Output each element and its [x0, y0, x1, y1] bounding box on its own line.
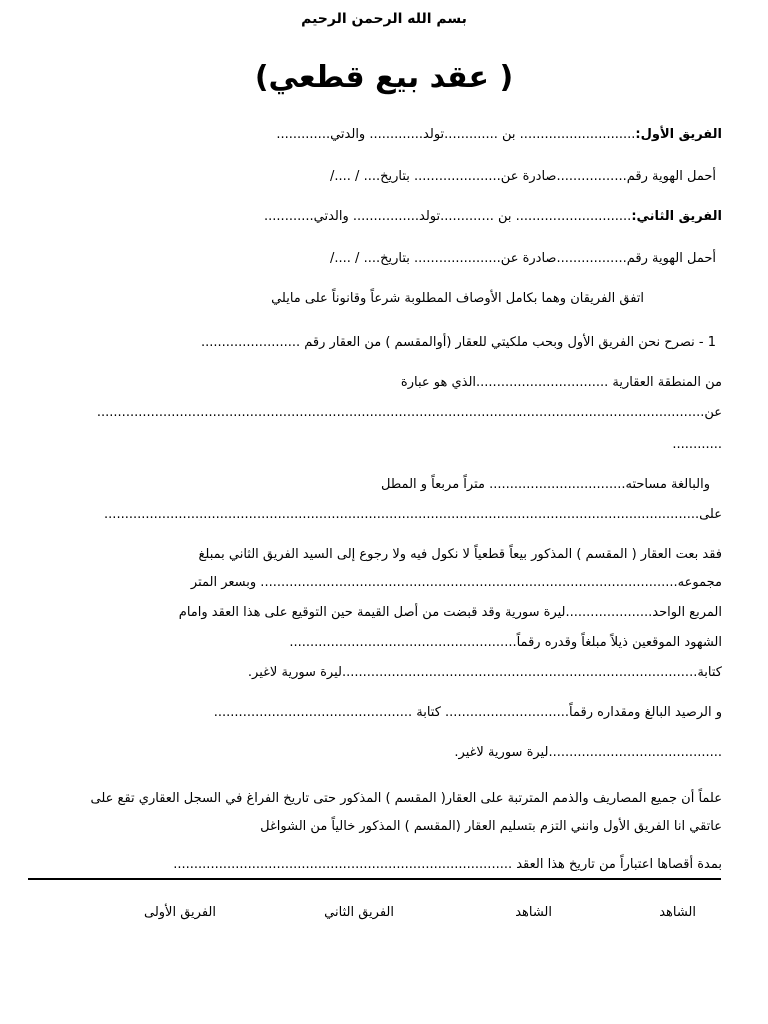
signature-divider: [28, 878, 721, 880]
delivery-period-line: بمدة أقصاها اعتباراً من تاريخ هذا العقد ..................................................................................: [173, 857, 722, 872]
price-per-meter-line: المربع الواحد.....................ليرة سورية وقد قبضت من أصل القيمة حين التوقيع على هذا العقد وامام: [178, 605, 722, 620]
total-amount-line: مجموعه..................................................................................................... وبسعر المتر: [190, 575, 722, 590]
balance-line: و الرصيد البالغ ومقداره رقماً.............................. كتابة ................................................: [213, 705, 722, 720]
party1-signature-label: الفريق الأولى: [143, 905, 216, 920]
sale-statement-line: فقد بعت العقار ( المقسم ) المذكور بيعاً قطعياً لا نكول فيه ولا رجوع إلى السيد الفريق الثاني بمبلغ: [198, 547, 722, 562]
balance-in-words-line: ..........................................ليرة سورية لاغير.: [454, 745, 722, 760]
basmala-heading: بسم الله الرحمن الرحيم: [301, 11, 467, 27]
party2-signature-label: الفريق الثاني: [324, 905, 394, 920]
area-line: والبالغة مساحته................................. متراً مربعاً و المطل: [381, 477, 710, 492]
clause1-line: 1 - نصرح نحن الفريق الأول وبحب ملكيتي للعقار (أوالمقسم ) من العقار رقم ........................: [200, 335, 716, 350]
witness-payment-line: الشهود الموقعين ذيلاً مبلغاً وقدره رقماً.......................................................: [289, 635, 722, 650]
agreement-line: اتفق الفريقان وهما بكامل الأوصاف المطلوبة شرعاً وقانوناً على مايلي: [271, 291, 644, 306]
party2-id-line: أحمل الهوية رقم.................صادرة عن..................... بتاريخ.... / ..../: [330, 251, 716, 266]
witness-1-signature-label: الشاهد: [659, 905, 696, 920]
party1-details: ............................ بن .............تولد............. والدتي.............: [276, 127, 636, 142]
party2-details: ............................ بن .............تولد................ والدتي............: [264, 209, 632, 224]
description-line: عن...................................................................................................................................................: [96, 405, 722, 420]
party2-line: [264, 208, 722, 226]
expenses-note-line-1: علماً أن جميع المصاريف والذمم المترتبة على العقار( المقسم ) المذكور حتى تاريخ الفراغ في السجل العقاري تقع على: [90, 791, 722, 806]
description-continuation: ............: [672, 437, 722, 452]
amount-in-words-line: كتابة......................................................................................ليرة سورية لاغير.: [247, 665, 722, 680]
boundary-line: على................................................................................................................................................: [104, 507, 722, 522]
expenses-note-line-2: عاتقي انا الفريق الأول وانني التزم بتسليم العقار (المقسم ) المذكور خالياً من الشواغل: [260, 819, 722, 834]
party2-label: الفريق الثاني:: [631, 209, 722, 224]
region-line: من المنطقة العقارية ................................الذي هو عبارة: [400, 375, 722, 390]
party1-label: الفريق الأول:: [635, 127, 722, 142]
party1-id-line: أحمل الهوية رقم.................صادرة عن..................... بتاريخ.... / ..../: [330, 169, 716, 184]
witness-2-signature-label: الشاهد: [515, 905, 552, 920]
party1-line: [276, 126, 722, 144]
contract-title: ( عقد بيع قطعي): [254, 60, 514, 95]
